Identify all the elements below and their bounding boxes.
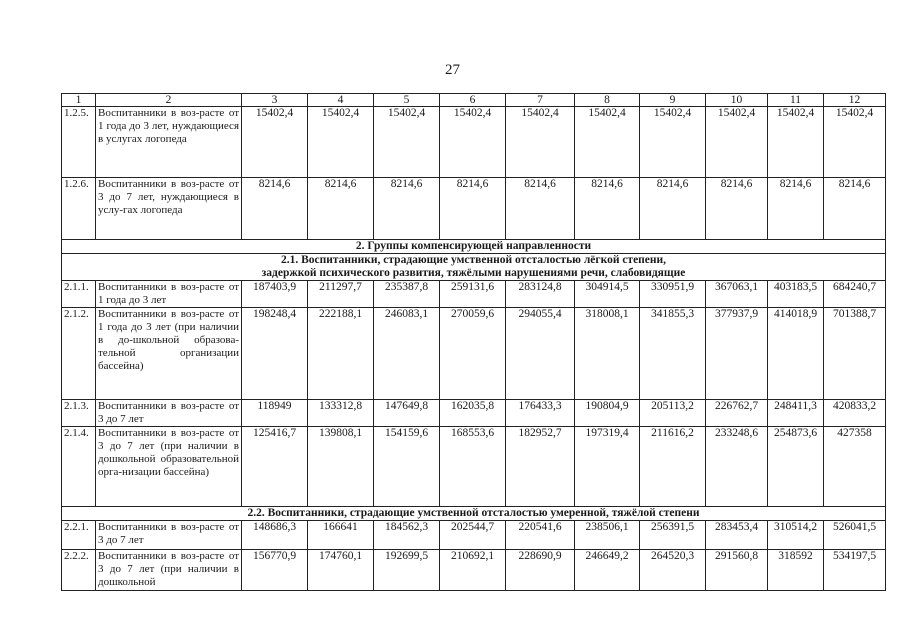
value-cell: 330951,9 [640,281,706,308]
value-cell: 139808,1 [308,427,374,507]
value-cell: 202544,7 [440,521,506,550]
row-code: 2.2.2. [62,550,96,591]
value-cell: 198248,4 [242,308,308,400]
column-number-cell: 8 [575,94,640,107]
row-code: 2.1.4. [62,427,96,507]
section-2-2-title: 2.2. Воспитанники, страдающие умственной отсталостью умеренной, тяжёлой степени [62,507,886,521]
value-cell: 15402,4 [824,107,886,178]
value-cell: 291560,8 [706,550,768,591]
row-code: 2.2.1. [62,521,96,550]
value-cell: 8214,6 [506,178,575,240]
value-cell: 15402,4 [374,107,440,178]
value-cell: 341855,3 [640,308,706,400]
value-cell: 256391,5 [640,521,706,550]
tariff-table [61,93,886,591]
value-cell: 147649,8 [374,400,440,427]
value-cell: 118949 [242,400,308,427]
value-cell: 220541,6 [506,521,575,550]
section-row [62,240,886,254]
value-cell: 187403,9 [242,281,308,308]
value-cell: 427358 [824,427,886,507]
value-cell: 246083,1 [374,308,440,400]
value-cell: 228690,9 [506,550,575,591]
row-description: Воспитанники в воз-расте от 1 года до 3 лет, нуждающиеся в услугах логопеда [96,107,242,178]
value-cell: 133312,8 [308,400,374,427]
value-cell: 192699,5 [374,550,440,591]
value-cell: 154159,6 [374,427,440,507]
value-cell: 15402,4 [706,107,768,178]
value-cell: 211297,7 [308,281,374,308]
value-cell: 8214,6 [374,178,440,240]
value-cell: 176433,3 [506,400,575,427]
value-cell: 684240,7 [824,281,886,308]
value-cell: 294055,4 [506,308,575,400]
row-description: Воспитанники в воз-расте от 3 до 7 лет (при наличии в дошкольной образовательной орга-низации бассейна) [96,427,242,507]
value-cell: 8214,6 [308,178,374,240]
value-cell: 248411,3 [768,400,824,427]
table-row [62,427,886,507]
row-code: 1.2.5. [62,107,96,178]
value-cell: 15402,4 [575,107,640,178]
value-cell: 174760,1 [308,550,374,591]
table-row [62,308,886,400]
row-description: Воспитанники в воз-расте от 3 до 7 лет, нуждающиеся в услу-гах логопеда [96,178,242,240]
value-cell: 15402,4 [308,107,374,178]
value-cell: 414018,9 [768,308,824,400]
value-cell: 8214,6 [440,178,506,240]
value-cell: 377937,9 [706,308,768,400]
column-number-cell: 1 [62,94,96,107]
row-description: Воспитанники в воз-расте от 1 года до 3 лет [96,281,242,308]
row-description: Воспитанники в воз-расте от 3 до 7 лет [96,400,242,427]
value-cell: 15402,4 [640,107,706,178]
value-cell: 420833,2 [824,400,886,427]
value-cell: 197319,4 [575,427,640,507]
section-row [62,507,886,521]
row-description: Воспитанники в воз-расте от 3 до 7 лет (при наличии в дошкольной [96,550,242,591]
section-2-1-title-line1: 2.1. Воспитанники, страдающие умственной отсталостью лёгкой степени, [280,254,667,266]
value-cell: 15402,4 [242,107,308,178]
value-cell: 318592 [768,550,824,591]
table-row [62,178,886,240]
column-number-cell: 11 [768,94,824,107]
row-code: 2.1.1. [62,281,96,308]
table-row [62,107,886,178]
column-number-cell: 12 [824,94,886,107]
row-description: Воспитанники в воз-расте от 1 года до 3 лет (при наличии в до-школьной образова-тельной организации бассейна) [96,308,242,400]
value-cell: 304914,5 [575,281,640,308]
table-row [62,281,886,308]
value-cell: 254873,6 [768,427,824,507]
table-row [62,521,886,550]
table-row [62,400,886,427]
value-cell: 8214,6 [824,178,886,240]
value-cell: 226762,7 [706,400,768,427]
value-cell: 125416,7 [242,427,308,507]
column-number-cell: 10 [706,94,768,107]
value-cell: 310514,2 [768,521,824,550]
value-cell: 264520,3 [640,550,706,591]
row-code: 2.1.3. [62,400,96,427]
value-cell: 15402,4 [440,107,506,178]
value-cell: 246649,2 [575,550,640,591]
table-row [62,550,886,591]
value-cell: 184562,3 [374,521,440,550]
value-cell: 190804,9 [575,400,640,427]
column-number-cell: 4 [308,94,374,107]
value-cell: 182952,7 [506,427,575,507]
section-2-title: 2. Группы компенсирующей направленности [62,240,886,254]
value-cell: 8214,6 [768,178,824,240]
value-cell: 166641 [308,521,374,550]
value-cell: 162035,8 [440,400,506,427]
value-cell: 15402,4 [506,107,575,178]
section-row [62,254,886,281]
row-code: 2.1.2. [62,308,96,400]
value-cell: 238506,1 [575,521,640,550]
column-number-cell: 7 [506,94,575,107]
value-cell: 318008,1 [575,308,640,400]
value-cell: 534197,5 [824,550,886,591]
value-cell: 270059,6 [440,308,506,400]
column-number-cell: 9 [640,94,706,107]
column-number-cell: 6 [440,94,506,107]
value-cell: 8214,6 [575,178,640,240]
value-cell: 235387,8 [374,281,440,308]
section-2-1-title [62,254,886,281]
value-cell: 148686,3 [242,521,308,550]
value-cell: 259131,6 [440,281,506,308]
column-number-cell: 2 [96,94,242,107]
value-cell: 205113,2 [640,400,706,427]
value-cell: 701388,7 [824,308,886,400]
column-number-cell: 3 [242,94,308,107]
row-description: Воспитанники в воз-расте от 3 до 7 лет [96,521,242,550]
value-cell: 8214,6 [706,178,768,240]
column-number-cell: 5 [374,94,440,107]
value-cell: 156770,9 [242,550,308,591]
page-number: 27 [445,62,460,78]
value-cell: 8214,6 [242,178,308,240]
value-cell: 15402,4 [768,107,824,178]
value-cell: 8214,6 [640,178,706,240]
value-cell: 526041,5 [824,521,886,550]
value-cell: 168553,6 [440,427,506,507]
column-number-row [62,94,886,107]
value-cell: 211616,2 [640,427,706,507]
row-code: 1.2.6. [62,178,96,240]
value-cell: 283453,4 [706,521,768,550]
value-cell: 210692,1 [440,550,506,591]
value-cell: 222188,1 [308,308,374,400]
section-2-1-title-line2: задержкой психического развития, тяжёлыми нарушениями речи, слабовидящие [261,267,686,279]
value-cell: 367063,1 [706,281,768,308]
value-cell: 283124,8 [506,281,575,308]
value-cell: 403183,5 [768,281,824,308]
value-cell: 233248,6 [706,427,768,507]
